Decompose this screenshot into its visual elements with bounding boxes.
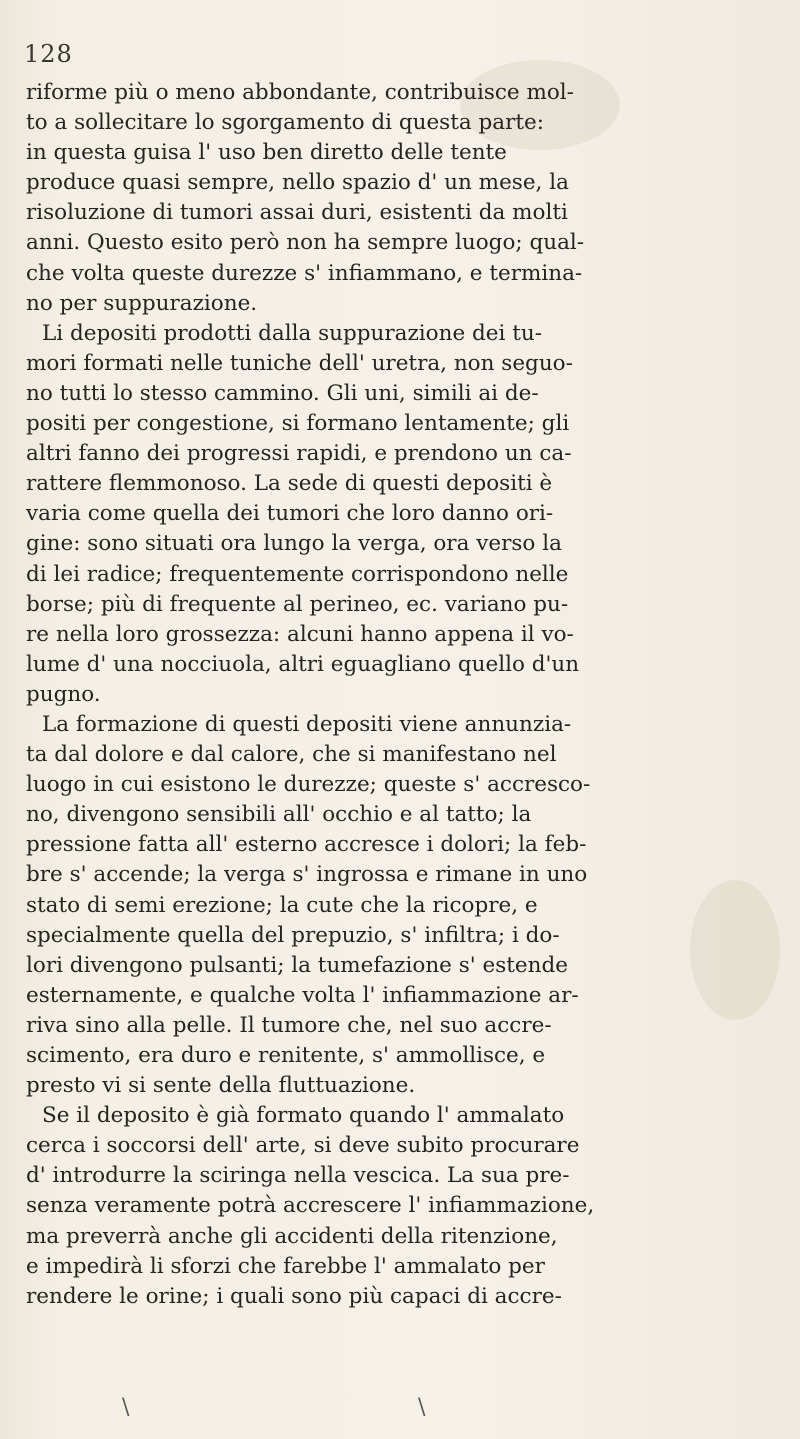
text-line: lori divengono pulsanti; la tumefazione s' estende [26,952,568,978]
text-line: Li depositi prodotti dalla suppurazione dei tu- [42,320,542,346]
bottom-mark-left: \ [122,1395,130,1420]
text-line: ma preverrà anche gli accidenti della ritenzione, [26,1223,558,1249]
text-line: anni. Questo esito però non ha sempre luogo; qual- [26,230,585,256]
text-line: produce quasi sempre, nello spazio d' un mese, la [26,170,569,196]
text-line: to a sollecitare lo sgorgamento di questa parte: [26,110,544,136]
text-line: La formazione di questi depositi viene annunzia- [42,711,572,737]
text-line: d' introdurre la sciringa nella vescica. La sua pre- [26,1163,570,1189]
text-line: ta dal dolore e dal calore, che si manifestano nel [26,742,557,768]
text-line: in questa guisa l' uso ben diretto delle tente [26,140,507,166]
text-line: specialmente quella del prepuzio, s' infiltra; i do- [26,922,560,948]
text-line: no, divengono sensibili all' occhio e al tatto; la [26,802,532,828]
page-number: 128 [24,40,73,68]
text-line: gine: sono situati ora lungo la verga, ora verso la [26,531,562,557]
text-line: cerca i soccorsi dell' arte, si deve subito procurare [26,1133,580,1159]
text-line: senza veramente potrà accrescere l' infiammazione, [26,1193,595,1219]
text-line: di lei radice; frequentemente corrispondono nelle [26,561,569,587]
text-line: e impedirà li sforzi che farebbe l' ammalato per [26,1253,545,1279]
text-line: risoluzione di tumori assai duri, esistenti da molti [26,200,568,226]
text-line: luogo in cui esistono le durezze; queste s' accresco- [26,772,591,798]
text-line: re nella loro grossezza: alcuni hanno appena il vo- [26,621,574,647]
text-line: rendere le orine; i quali sono più capaci di accre- [26,1283,562,1309]
text-line: bre s' accende; la verga s' ingrossa e rimane in uno [26,862,588,888]
text-line: esternamente, e qualche volta l' infiammazione ar- [26,982,579,1008]
text-line: borse; più di frequente al perineo, ec. variano pu- [26,591,569,617]
bottom-mark-right: \ [418,1395,426,1420]
text-line: positi per congestione, si formano lentamente; gli [26,411,570,437]
text-line: no per suppurazione. [26,290,258,316]
text-line: pugno. [26,681,101,707]
text-line: stato di semi erezione; la cute che la ricopre, e [26,892,538,918]
text-line: lume d' una nocciuola, altri eguagliano quello d'un [26,651,580,677]
text-line: scimento, era duro e renitente, s' ammollisce, e [26,1043,546,1068]
body-text [26,78,796,1312]
text-line: presto vi si sente della fluttuazione. [26,1073,416,1099]
text-line: mori formati nelle tuniche dell' uretra, non seguo- [26,350,573,376]
text-line: riforme più o meno abbondante, contribuisce mol- [26,80,574,105]
text-line: pressione fatta all' esterno accresce i dolori; la feb- [26,832,587,858]
text-line: no tutti lo stesso cammino. Gli uni, simili ai de- [26,380,539,406]
text-line: rattere flemmonoso. La sede di questi depositi è [26,471,553,497]
text-line: che volta queste durezze s' infiammano, e termina- [26,260,583,286]
text-line: altri fanno dei progressi rapidi, e prendono un ca- [26,441,572,467]
text-line: Se il deposito è già formato quando l' ammalato [42,1103,565,1129]
text-line: varia come quella dei tumori che loro danno ori- [26,501,554,527]
text-line: riva sino alla pelle. Il tumore che, nel suo accre- [26,1012,552,1038]
